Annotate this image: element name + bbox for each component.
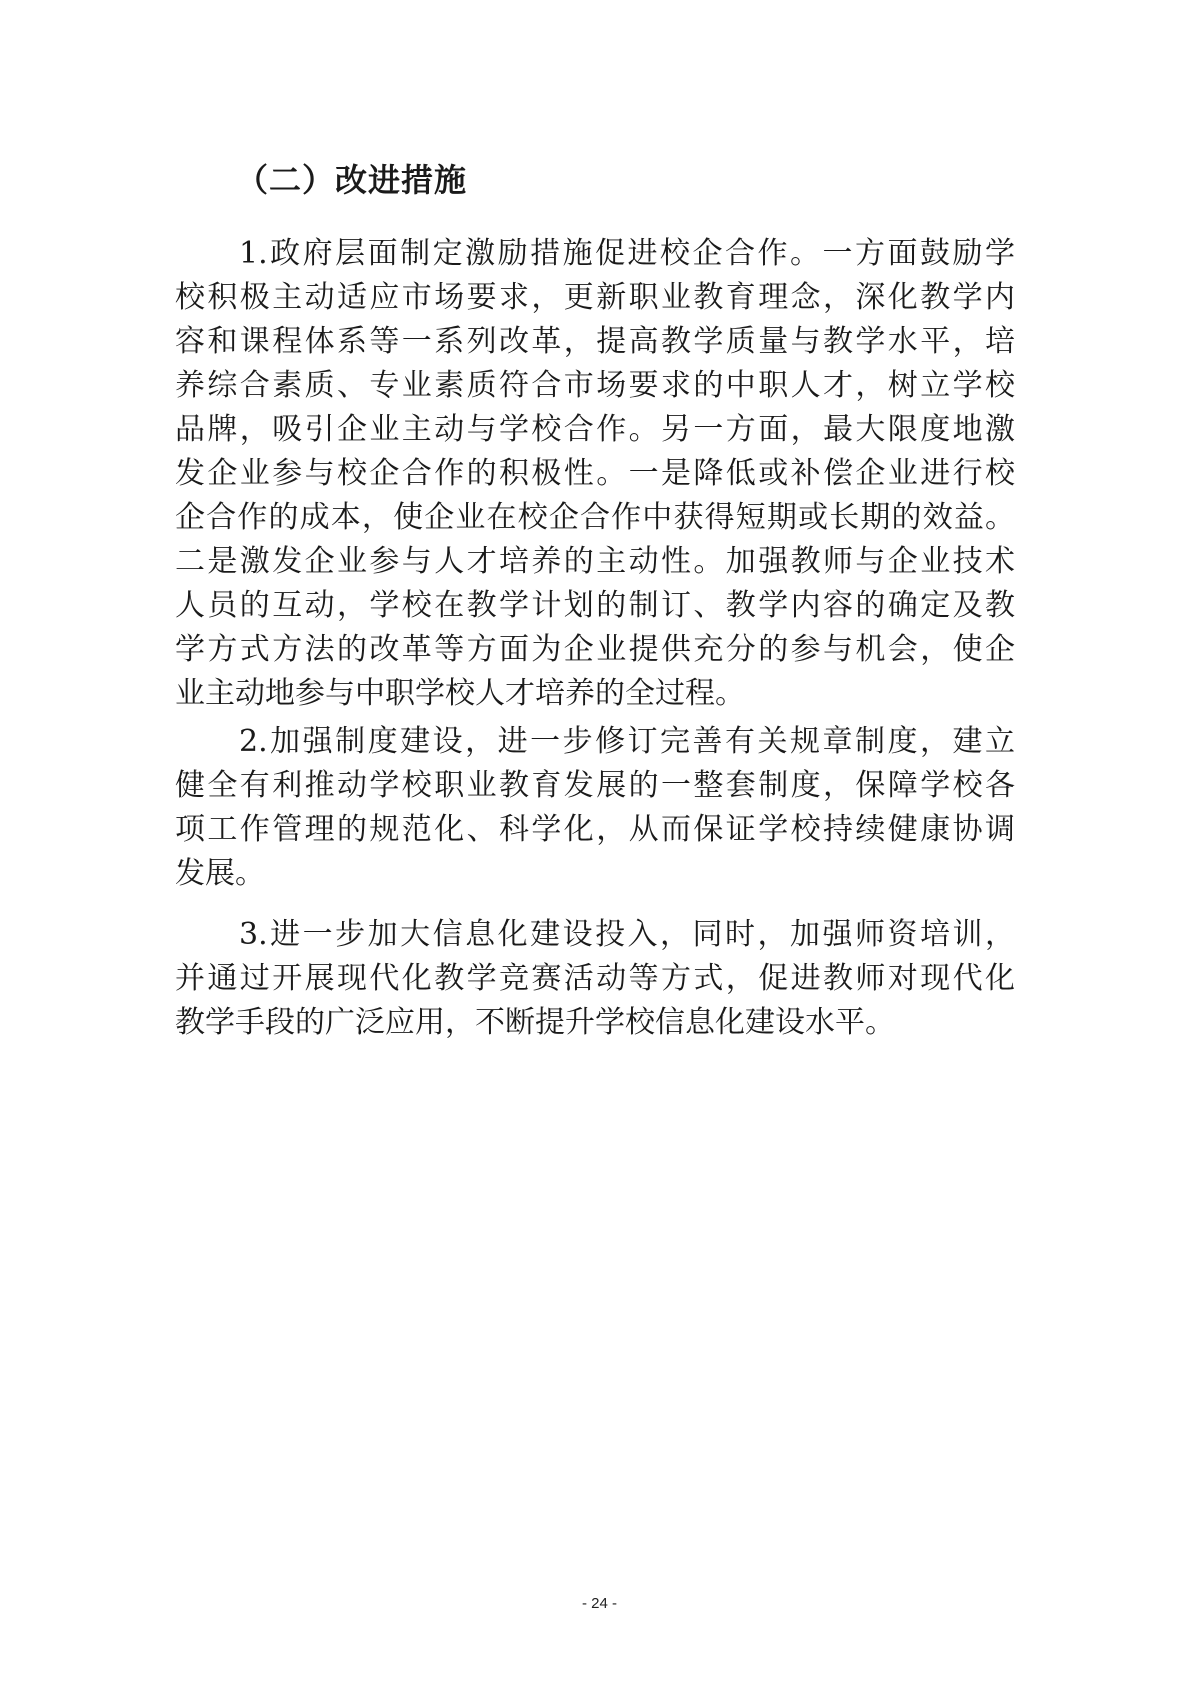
section-heading: （二）改进措施: [236, 161, 468, 199]
paragraph-1: [175, 232, 1015, 716]
paragraph-line: 发企业参与校企合作的积极性。一是降低或补偿企业进行校: [175, 456, 1015, 491]
paragraph-line: 并通过开展现代化教学竞赛活动等方式，促进教师对现代化: [175, 961, 1015, 996]
page-number: - 24 -: [581, 1595, 617, 1612]
paragraph-line: 品牌，吸引企业主动与学校合作。另一方面，最大限度地激: [175, 412, 1015, 447]
paragraph-line: 校积极主动适应市场要求，更新职业教育理念，深化教学内: [175, 280, 1015, 315]
paragraph-line: 学方式方法的改革等方面为企业提供充分的参与机会，使企: [175, 632, 1015, 667]
paragraph-line: 2.加强制度建设，进一步修订完善有关规章制度，建立: [239, 724, 1015, 759]
paragraph-line: 养综合素质、专业素质符合市场要求的中职人才，树立学校: [175, 368, 1015, 403]
paragraph-line: 业主动地参与中职学校人才培养的全过程。: [175, 676, 745, 711]
paragraph-line: 健全有利推动学校职业教育发展的一整套制度，保障学校各: [175, 768, 1015, 803]
paragraph-line: 3.进一步加大信息化建设投入，同时，加强师资培训，: [239, 917, 1015, 952]
paragraph-line: 企合作的成本，使企业在校企合作中获得短期或长期的效益。: [175, 500, 1015, 535]
paragraph-line: 人员的互动，学校在教学计划的制订、教学内容的确定及教: [175, 588, 1015, 623]
paragraph-line: 容和课程体系等一系列改革，提高教学质量与教学水平，培: [175, 324, 1015, 359]
paragraph-2: [175, 720, 1015, 896]
paragraph-line: 教学手段的广泛应用，不断提升学校信息化建设水平。: [175, 1005, 895, 1040]
paragraph-3: [175, 913, 1015, 1045]
paragraph-line: 二是激发企业参与人才培养的主动性。加强教师与企业技术: [175, 544, 1015, 579]
paragraph-line: 1.政府层面制定激励措施促进校企合作。一方面鼓励学: [239, 236, 1015, 271]
paragraph-line: 项工作管理的规范化、科学化，从而保证学校持续健康协调: [175, 812, 1015, 847]
paragraph-line: 发展。: [175, 856, 265, 891]
